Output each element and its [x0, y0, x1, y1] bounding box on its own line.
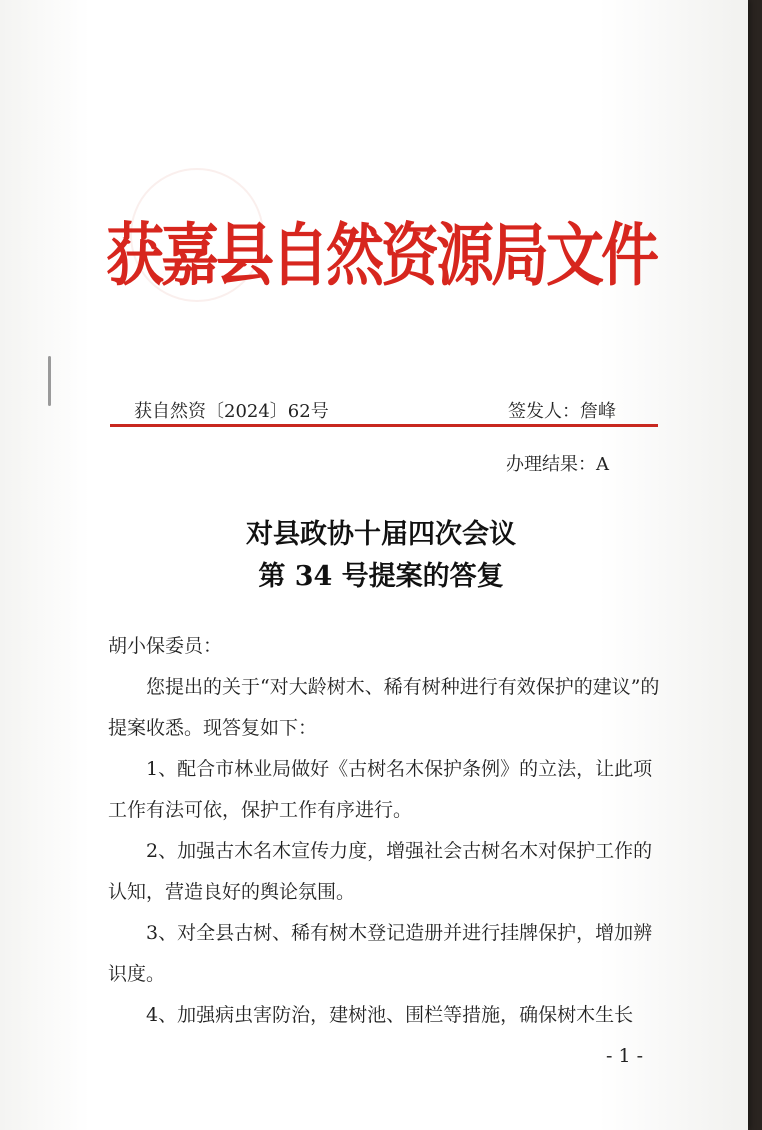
document-number: 获自然资〔2024〕62号: [134, 401, 329, 422]
header-red-rule: [110, 424, 658, 427]
document-title-line-1: 对县政协十届四次会议: [246, 519, 516, 550]
body-paragraph: 4、加强病虫害防治，建树池、围栏等措施，确保树木生长: [146, 1004, 634, 1026]
binding-staple-mark: [48, 356, 51, 406]
body-paragraph: 2、加强古木名木宣传力度，增强社会古树名木对保护工作的认知，营造良好的舆论氛围。: [108, 840, 653, 903]
processing-result: 办理结果：A: [506, 454, 609, 475]
body-paragraph: 1、配合市林业局做好《古树名木保护条例》的立法，让此项工作有法可依，保护工作有序进行。: [108, 758, 653, 821]
document-body: [108, 626, 660, 1036]
page-number: - 1 -: [606, 1045, 644, 1067]
body-paragraph: 您提出的关于“对大龄树木、稀有树种进行有效保护的建议”的提案收悉。现答复如下：: [108, 676, 660, 739]
signer-label: 签发人：詹峰: [508, 401, 616, 422]
document-title: [0, 514, 762, 598]
document-title-line-2: 第 34 号提案的答复: [258, 561, 504, 592]
body-paragraph: 3、对全县古树、稀有树木登记造册并进行挂牌保护，增加辨识度。: [108, 922, 653, 985]
salutation: 胡小保委员：: [108, 635, 223, 657]
agency-header-title: 获嘉县自然资源局文件: [106, 215, 657, 296]
